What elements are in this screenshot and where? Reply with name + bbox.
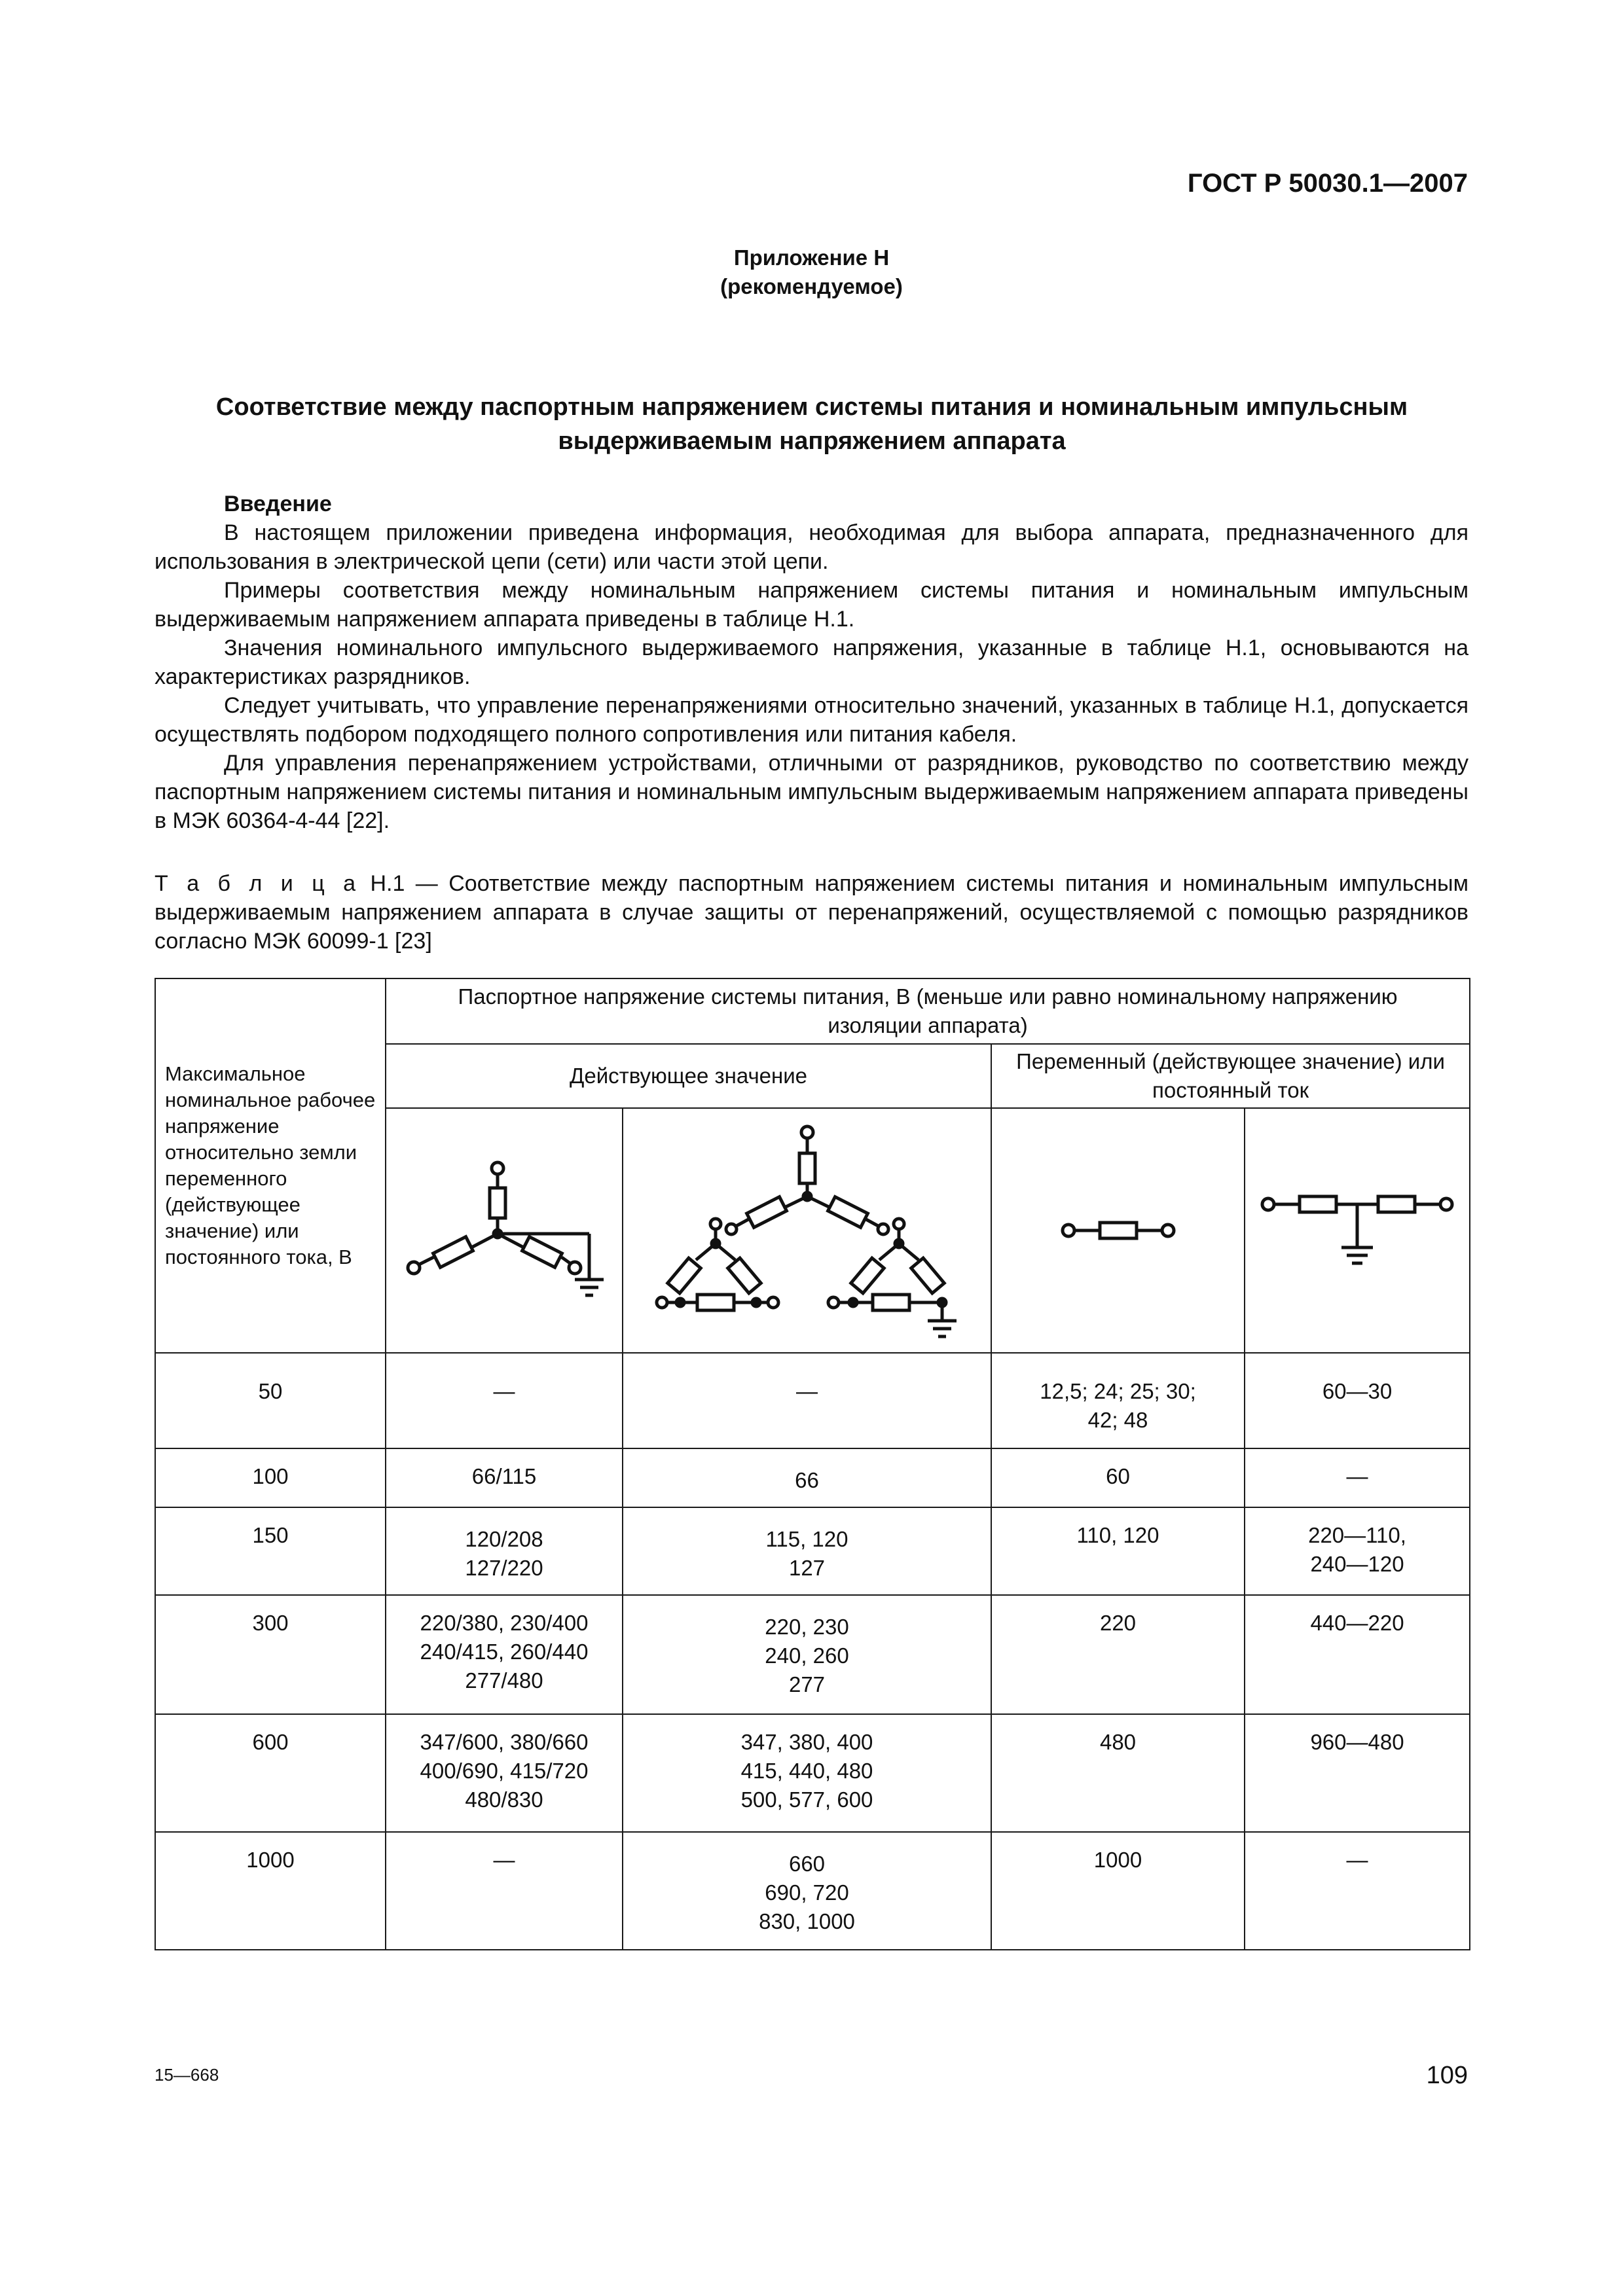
- cell-max-voltage: 100: [155, 1448, 386, 1507]
- cell-max-voltage: 1000: [155, 1832, 386, 1950]
- single-phase-two-wire-diagram-icon: [991, 1108, 1245, 1353]
- cell-two-wire: 110, 120: [991, 1507, 1245, 1595]
- cell-two-wire: 480: [991, 1714, 1245, 1832]
- table-row: [155, 1448, 1470, 1507]
- row-header-max-voltage: Максимальное номинальное рабочее напряжение относительно земли переменного (действующее значение) или постоянного тока, В: [155, 978, 386, 1353]
- cell-max-voltage: 50: [155, 1353, 386, 1448]
- cell-three-wire: —: [1245, 1832, 1470, 1950]
- cell-star: 66/115: [386, 1448, 623, 1507]
- title-line-2: выдерживаемым напряжением аппарата: [558, 427, 1066, 455]
- cell-max-voltage: 150: [155, 1507, 386, 1595]
- cell-delta: —: [623, 1353, 991, 1448]
- table-row: [155, 1714, 1470, 1832]
- subheader-rms-value: Действующее значение: [386, 1044, 991, 1108]
- appendix-status: (рекомендуемое): [720, 274, 903, 298]
- table-caption: [155, 869, 1468, 956]
- document-standard-number: ГОСТ Р 50030.1—2007: [1187, 169, 1468, 198]
- cell-delta: 115, 120 127: [623, 1507, 991, 1595]
- cell-max-voltage: 300: [155, 1595, 386, 1714]
- appendix-main-title: [151, 390, 1473, 458]
- table-row: [155, 1595, 1470, 1714]
- cell-delta: 347, 380, 400 415, 440, 480 500, 577, 600: [623, 1714, 991, 1832]
- intro-paragraph-1: В настоящем приложении приведена информация, необходимая для выбора аппарата, предназначенного для использования в электрической цепи (сети) или части этой цепи.: [155, 520, 1468, 574]
- cell-three-wire: 60—30: [1245, 1353, 1470, 1448]
- intro-paragraph-2: Примеры соответствия между номинальным напряжением системы питания и номинальным импульсным выдерживаемым напряжением аппарата приведены в таблице Н.1.: [155, 578, 1468, 632]
- delta-three-phase-diagram-icon: [623, 1108, 991, 1353]
- cell-star: —: [386, 1832, 623, 1950]
- single-phase-three-wire-earthed-diagram-icon: [1245, 1108, 1470, 1353]
- cell-star: —: [386, 1353, 623, 1448]
- appendix-heading: [0, 243, 1623, 301]
- cell-two-wire: 12,5; 24; 25; 30; 42; 48: [991, 1353, 1245, 1448]
- introduction-heading: Введение: [224, 492, 332, 516]
- title-line-1: Соответствие между паспортным напряжением системы питания и номинальным импульсным: [215, 393, 1408, 421]
- cell-two-wire: 60: [991, 1448, 1245, 1507]
- cell-three-wire: 440—220: [1245, 1595, 1470, 1714]
- cell-two-wire: 1000: [991, 1832, 1245, 1950]
- intro-paragraph-4: Следует учитывать, что управление перенапряжениями относительно значений, указанных в таблице Н.1, допускается осуществлять подбором подходящего полного сопротивления или питания кабеля.: [155, 693, 1468, 747]
- voltage-correspondence-table: [155, 978, 1470, 1950]
- cell-star: 120/208 127/220: [386, 1507, 623, 1595]
- page-number: 109: [1426, 2062, 1468, 2089]
- group-header-rated-voltage: Паспортное напряжение системы питания, В (меньше или равно номинальному напряжению изоляции аппарата): [386, 978, 1470, 1044]
- cell-delta: 220, 230 240, 260 277: [623, 1595, 991, 1714]
- cell-max-voltage: 600: [155, 1714, 386, 1832]
- star-three-phase-diagram-icon: [386, 1108, 623, 1353]
- footer-print-code: 15—668: [155, 2065, 219, 2085]
- cell-delta: 66: [623, 1448, 991, 1507]
- subheader-ac-dc: Переменный (действующее значение) или постоянный ток: [991, 1044, 1470, 1108]
- intro-paragraph-3: Значения номинального импульсного выдерживаемого напряжения, указанные в таблице Н.1, основываются на характеристиках разрядников.: [155, 636, 1468, 689]
- table-caption-prefix: Т а б л и ц а: [155, 871, 360, 896]
- cell-three-wire: 220—110, 240—120: [1245, 1507, 1470, 1595]
- cell-two-wire: 220: [991, 1595, 1245, 1714]
- appendix-title: Приложение Н: [733, 245, 890, 270]
- cell-star: 220/380, 230/400 240/415, 260/440 277/480: [386, 1595, 623, 1714]
- introduction-section: [155, 490, 1468, 835]
- intro-paragraph-5: Для управления перенапряжением устройствами, отличными от разрядников, руководство по соответствию между паспортным напряжением системы питания и номинальным импульсным выдерживаемым напряжением аппарата приведены в МЭК 60364-4-44 [22].: [155, 751, 1468, 833]
- cell-three-wire: 960—480: [1245, 1714, 1470, 1832]
- cell-star: 347/600, 380/660 400/690, 415/720 480/830: [386, 1714, 623, 1832]
- cell-delta: 660 690, 720 830, 1000: [623, 1832, 991, 1950]
- table-row: [155, 1832, 1470, 1950]
- table-row: [155, 1507, 1470, 1595]
- table-caption-text: Н.1 — Соответствие между паспортным напряжением системы питания и номинальным импульсным выдерживаемым напряжением аппарата в случае защиты от перенапряжений, осуществляемой с помощью разрядников согласно МЭК 60099-1 [23]: [155, 871, 1468, 954]
- table-row: [155, 1353, 1470, 1448]
- cell-three-wire: —: [1245, 1448, 1470, 1507]
